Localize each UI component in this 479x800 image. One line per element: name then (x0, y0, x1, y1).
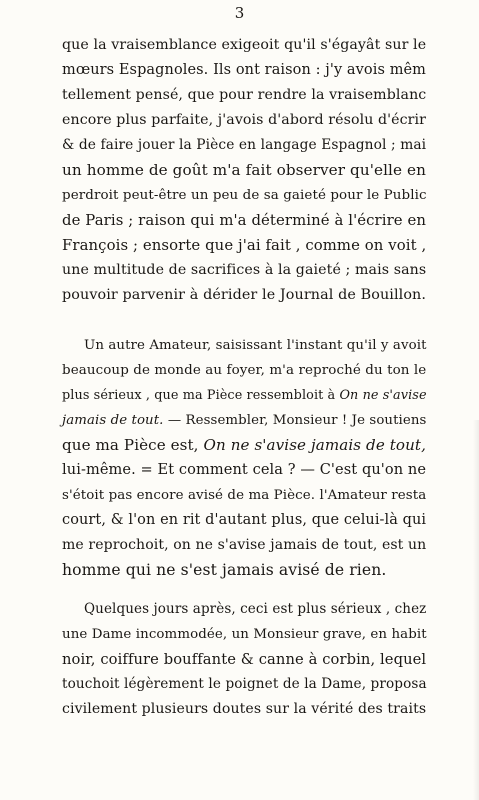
text-segment: — Ressembler, Monsieur ! Je soutiens (167, 413, 427, 428)
text-line: Quelques jours après, ceci est plus sérieux , chez (84, 601, 427, 617)
italic-title: jamais de tout. (62, 413, 164, 428)
italic-title: On ne s'avise (339, 388, 427, 403)
text-line (62, 408, 426, 433)
text-line: touchoit légèrement le poignet de la Dame, proposa (62, 676, 427, 692)
text-line: s'étoit pas encore avisé de ma Pièce. l'Amateur resta (62, 488, 427, 503)
text-line (62, 433, 426, 458)
paragraph (62, 333, 426, 583)
text-line: de Paris ; raison qui m'a déterminé à l'écrire en (62, 211, 427, 229)
text-line: homme qui ne s'est jamais avisé de rien. (62, 561, 387, 579)
text-line: lui-même. = Et comment cela ? — C'est qu'on ne (62, 462, 427, 478)
page-number: 3 (234, 4, 245, 22)
paragraph (62, 597, 426, 722)
text-line: François ; ensorte que j'ai fait , comme on voit , (62, 237, 427, 254)
text-line: une Dame incommodée, un Monsieur grave, en habit (62, 627, 427, 642)
text-line: pouvoir parvenir à dérider le Journal de Bouillon. (62, 287, 427, 303)
text-line: & de faire jouer la Pièce en langage Espagnol ; mai (62, 137, 427, 153)
text-line: court, & l'on en rit d'autant plus, que celui-là qui (62, 512, 427, 528)
text-line: encore plus parfaite, j'avois d'abord résolu d'écrir (62, 112, 427, 128)
text-line: une multitude de sacrifices à la gaieté ; mais sans (62, 262, 427, 278)
text-line: mœurs Espagnoles. Ils ont raison : j'y avois mêm (62, 62, 426, 78)
text-line: civilement plusieurs doutes sur la vérité des traits (62, 701, 427, 717)
text-segment: plus sérieux , que ma Pièce ressembloit à (62, 388, 336, 403)
text-line (62, 383, 426, 408)
text-line: que la vraisemblance exigeoit qu'il s'égayât sur le (62, 37, 427, 53)
text-segment: que ma Pièce est, (62, 436, 199, 454)
text-line: tellement pensé, que pour rendre la vraisemblanc (62, 87, 427, 103)
text-line: Un autre Amateur, saisissant l'instant qu'il y avoit (84, 338, 427, 353)
text-line: me reprochoit, on ne s'avise jamais de tout, est un (62, 537, 427, 553)
text-line: un homme de goût m'a fait observer qu'elle en (62, 161, 427, 179)
italic-title: On ne s'avise jamais de tout, (203, 436, 426, 454)
text-line: perdroit peut-être un peu de sa gaieté pour le Public (62, 188, 427, 203)
text-line: noir, coiffure bouffante & canne à corbin, lequel (62, 651, 427, 668)
paragraph (62, 33, 426, 308)
text-line: beaucoup de monde au foyer, m'a reproché du ton le (62, 363, 427, 378)
page-edge-shadow (473, 420, 479, 800)
